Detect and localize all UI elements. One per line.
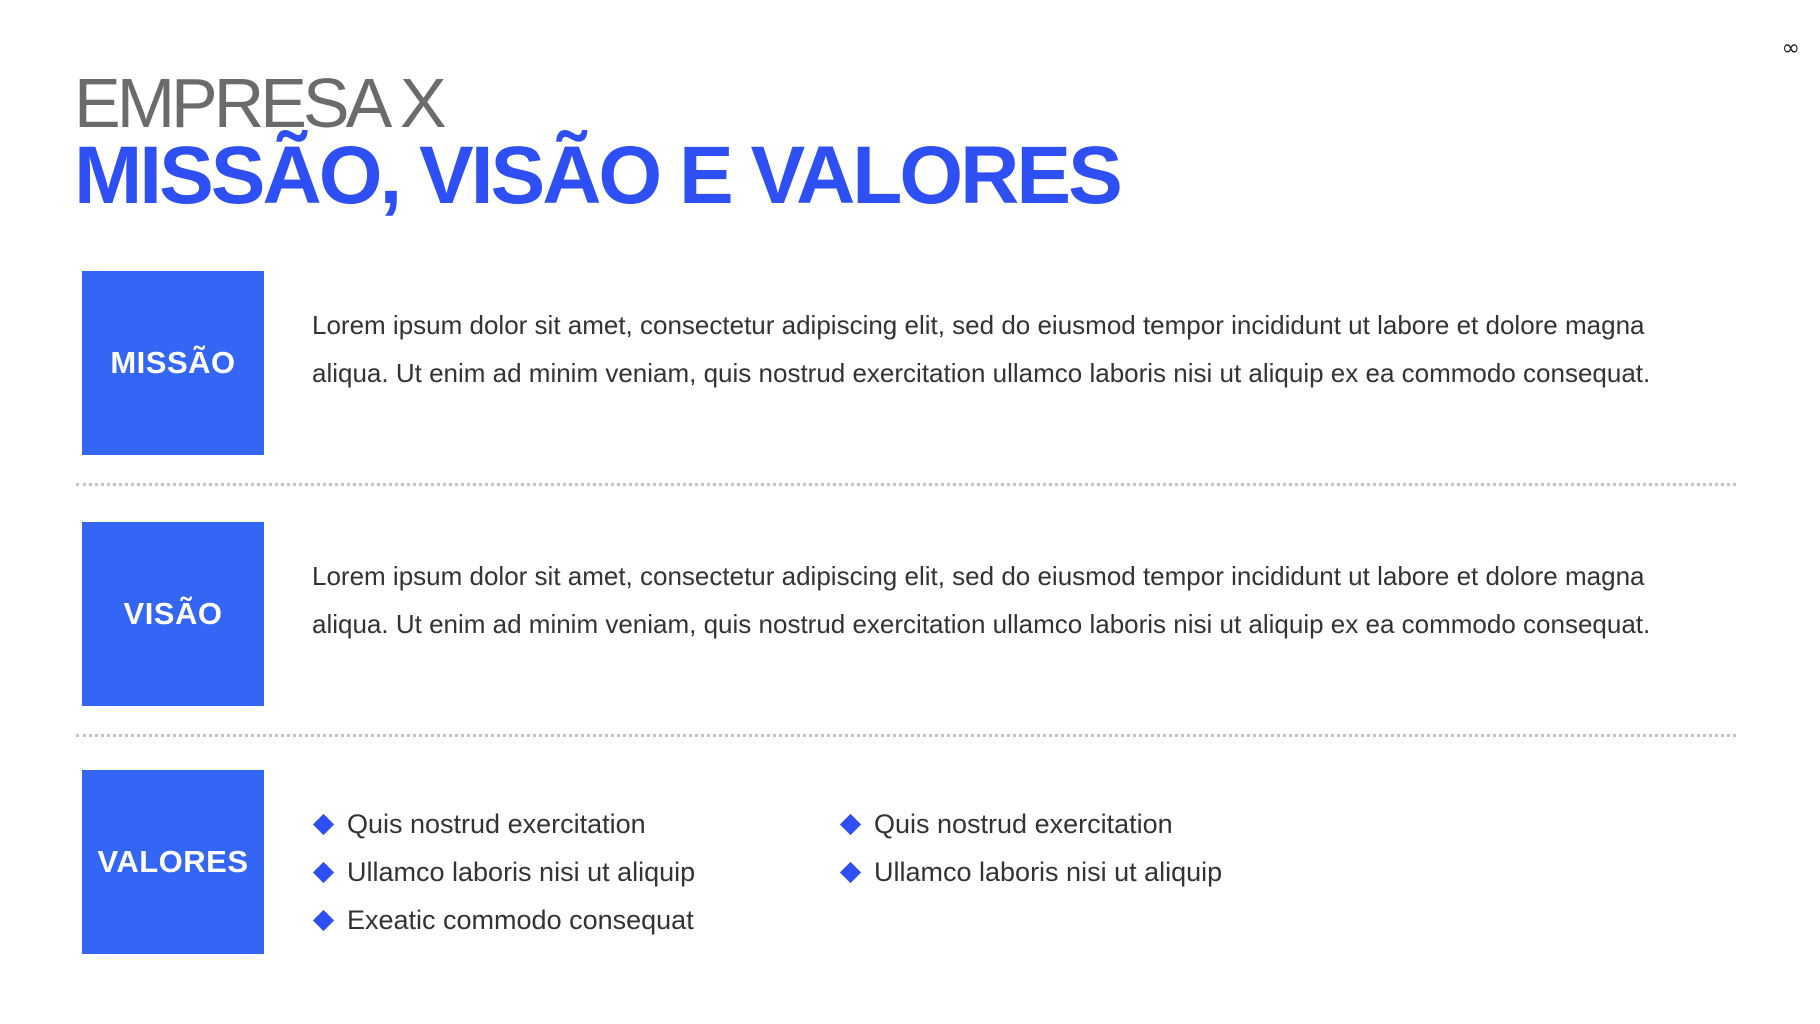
- value-text: Ullamco laboris nisi ut aliquip: [874, 856, 1223, 887]
- diamond-bullet-icon: [840, 813, 861, 834]
- diamond-bullet-icon: [313, 861, 334, 882]
- list-item: [839, 848, 1222, 896]
- divider: [76, 483, 1736, 486]
- page-title: MISSÃO, VISÃO E VALORES: [74, 130, 1120, 221]
- diamond-bullet-icon: [840, 861, 861, 882]
- value-text: Quis nostrud exercitation: [347, 808, 646, 839]
- list-item: [839, 800, 1222, 848]
- values-list-right: [839, 800, 1222, 896]
- mission-text: Lorem ipsum dolor sit amet, consectetur adipiscing elit, sed do eiusmod tempor incididunt ut labore et dolore magna aliqua. Ut enim ad minim veniam, quis nostrud exercitation ullamco laboris nisi ut aliquip ex ea commodo consequat.: [312, 310, 1651, 388]
- list-item: [312, 896, 695, 944]
- diamond-bullet-icon: [313, 813, 334, 834]
- list-item: [312, 848, 695, 896]
- diamond-bullet-icon: [313, 909, 334, 930]
- values-section: [82, 770, 1732, 954]
- value-text: Ullamco laboris nisi ut aliquip: [347, 856, 696, 887]
- value-text: Quis nostrud exercitation: [874, 808, 1173, 839]
- values-badge: VALORES: [82, 770, 264, 954]
- vision-section: [82, 522, 1732, 706]
- values-list-left: [312, 800, 695, 944]
- slide-number: ∞: [1781, 36, 1800, 61]
- mission-badge: MISSÃO: [82, 271, 264, 455]
- mission-section: [82, 271, 1732, 455]
- divider: [76, 734, 1736, 737]
- vision-badge: VISÃO: [82, 522, 264, 706]
- vision-text: Lorem ipsum dolor sit amet, consectetur adipiscing elit, sed do eiusmod tempor incididunt ut labore et dolore magna aliqua. Ut enim ad minim veniam, quis nostrud exercitation ullamco laboris nisi ut aliquip ex ea commodo consequat.: [312, 561, 1651, 639]
- value-text: Exeatic commodo consequat: [347, 904, 694, 935]
- list-item: [312, 800, 695, 848]
- company-name: EMPRESA X: [74, 64, 443, 142]
